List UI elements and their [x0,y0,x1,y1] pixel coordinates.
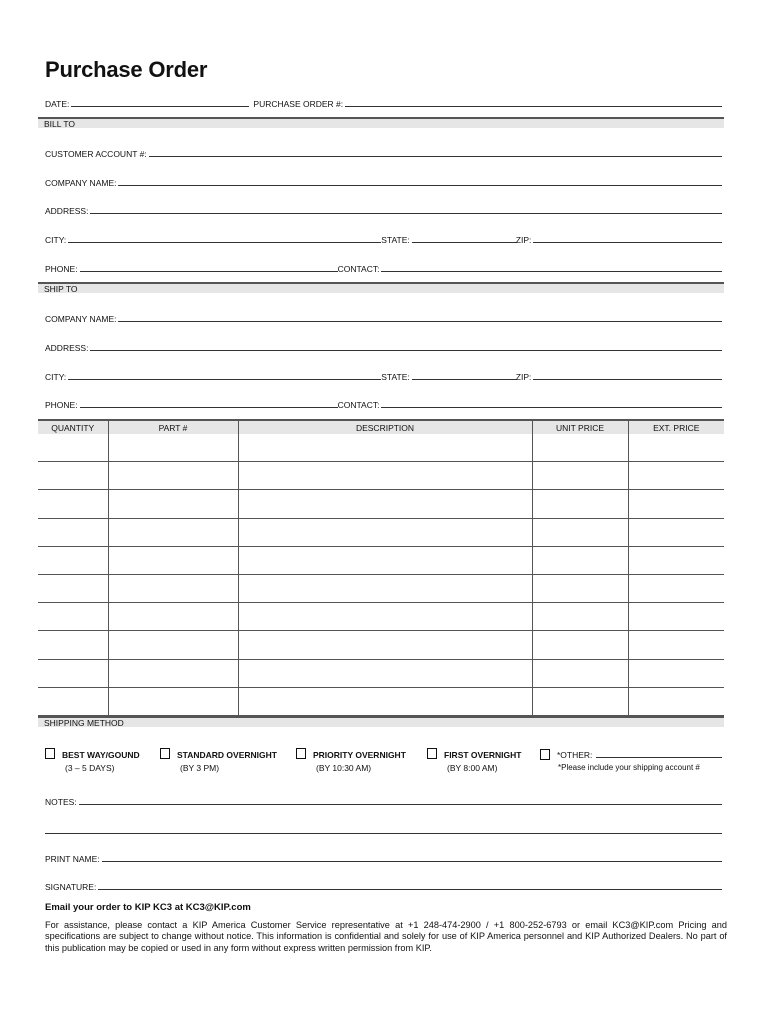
line-items-table [38,419,724,716]
checkbox-icon[interactable] [160,748,170,759]
table-cell[interactable] [238,462,532,490]
signature-label: SIGNATURE: [45,882,97,892]
table-cell[interactable] [532,434,628,462]
table-cell[interactable] [108,490,238,518]
ship-option-other[interactable] [540,748,722,772]
ship-option-ground[interactable] [45,748,140,773]
table-cell[interactable] [108,574,238,602]
table-cell[interactable] [532,490,628,518]
disclaimer-text: For assistance, please contact a KIP America Customer Service representative at +1 248-474-2900 / +1 800-252-6793 or email KC3@KIP.com Pricing and specifications are subject to change without notice. This information is confidential and solely for use of KIP America personnel and KIP Authorized Dealers. No part of this publication may be copied or used in any form without express written permission from KIP. [45,920,727,953]
col-description: DESCRIPTION [238,420,532,434]
bill-zip-field[interactable] [533,232,722,243]
ship-option-first[interactable] [427,748,521,773]
bill-account-row [45,146,722,159]
page-title: Purchase Order [45,57,208,82]
table-cell[interactable] [38,659,108,687]
checkbox-icon[interactable] [296,748,306,759]
bill-state-label: STATE: [381,235,410,245]
print-name-label: PRINT NAME: [45,854,100,864]
table-cell[interactable] [238,434,532,462]
table-cell[interactable] [238,687,532,715]
ship-address-label: ADDRESS: [45,343,89,353]
table-cell[interactable] [238,574,532,602]
other-shipping-field[interactable] [596,748,722,758]
ship-option-sub: (BY 3 PM) [180,763,220,773]
ship-option-priority[interactable] [296,748,406,773]
table-cell[interactable] [108,434,238,462]
table-cell[interactable] [628,687,724,715]
ship-contact-label: CONTACT: [337,400,380,410]
ship-option-sub: (3 – 5 DAYS) [65,763,115,773]
bill-address-row [45,203,722,216]
table-cell[interactable] [238,659,532,687]
signature-field[interactable] [98,879,722,890]
table-cell[interactable] [38,490,108,518]
ship-option-standard[interactable] [160,748,277,773]
ship-city-label: CITY: [45,372,67,382]
date-label: DATE: [45,99,70,109]
col-quantity: QUANTITY [38,420,108,434]
bill-city-label: CITY: [45,235,67,245]
table-cell[interactable] [38,631,108,659]
ship-option-label: *OTHER: [557,750,593,760]
table-cell[interactable] [628,462,724,490]
table-cell[interactable] [532,687,628,715]
table-cell[interactable] [628,574,724,602]
col-part: PART # [108,420,238,434]
table-cell[interactable] [108,518,238,546]
ship-company-field[interactable] [118,311,722,322]
table-cell[interactable] [38,434,108,462]
table-cell[interactable] [108,546,238,574]
table-cell[interactable] [628,546,724,574]
table-cell[interactable] [532,603,628,631]
ship-state-label: STATE: [381,372,410,382]
notes-label: NOTES: [45,797,77,807]
table-row [38,631,724,659]
bill-company-field[interactable] [118,175,722,186]
ship-state-field[interactable] [412,369,516,380]
table-row [38,659,724,687]
table-cell[interactable] [38,462,108,490]
ship-address-row [45,340,722,353]
bill-contact-label: CONTACT: [337,264,380,274]
table-cell[interactable] [238,631,532,659]
shipping-method-header: SHIPPING METHOD [38,716,724,727]
table-row [38,603,724,631]
table-cell[interactable] [628,631,724,659]
table-cell[interactable] [108,603,238,631]
table-cell[interactable] [628,434,724,462]
notes-row [45,794,722,807]
table-cell[interactable] [628,490,724,518]
table-cell[interactable] [628,603,724,631]
table-cell[interactable] [108,631,238,659]
col-ext-price: EXT. PRICE [628,420,724,434]
notes-field[interactable] [79,794,722,805]
bill-phone-field[interactable] [80,261,338,272]
table-cell[interactable] [628,659,724,687]
table-row [38,574,724,602]
ship-phone-label: PHONE: [45,400,78,410]
bill-company-label: COMPANY NAME: [45,178,117,188]
table-cell[interactable] [628,518,724,546]
bill-state-field[interactable] [412,232,516,243]
table-header-row [38,420,724,434]
ship-phone-field[interactable] [80,397,338,408]
ship-zip-field[interactable] [533,369,722,380]
bill-phone-label: PHONE: [45,264,78,274]
table-cell[interactable] [532,462,628,490]
bill-account-field[interactable] [149,146,722,157]
bill-city-row [45,232,722,245]
ship-to-header: SHIP TO [38,282,724,293]
ship-option-label: PRIORITY OVERNIGHT [313,750,406,760]
table-cell[interactable] [532,631,628,659]
table-row [38,687,724,715]
checkbox-icon[interactable] [540,749,550,760]
table-cell[interactable] [108,687,238,715]
notes-field-2[interactable] [45,823,722,834]
table-cell[interactable] [108,462,238,490]
ship-zip-label: ZIP: [515,372,532,382]
ship-option-label: FIRST OVERNIGHT [444,750,522,760]
table-row [38,518,724,546]
table-cell[interactable] [532,546,628,574]
ship-option-sub: (BY 8:00 AM) [447,763,498,773]
bill-account-label: CUSTOMER ACCOUNT #: [45,149,147,159]
table-row [38,462,724,490]
table-cell[interactable] [238,490,532,518]
po-number-label: PURCHASE ORDER #: [253,99,344,109]
print-name-field[interactable] [102,851,722,862]
table-cell[interactable] [532,518,628,546]
table-cell[interactable] [238,603,532,631]
po-number-field[interactable] [345,96,722,107]
table-cell[interactable] [38,574,108,602]
table-cell[interactable] [38,603,108,631]
bill-to-header: BILL TO [38,117,724,128]
table-row [38,490,724,518]
bill-contact-field[interactable] [381,261,722,272]
ship-option-sub: *Please include your shipping account # [558,763,700,772]
ship-contact-field[interactable] [381,397,722,408]
ship-company-label: COMPANY NAME: [45,314,117,324]
ship-phone-row [45,397,722,410]
notes-line-2 [45,823,722,836]
table-cell[interactable] [38,546,108,574]
ship-option-sub: (BY 10:30 AM) [316,763,372,773]
date-field[interactable] [71,96,249,107]
ship-option-label: BEST WAY/GOUND [62,750,140,760]
ship-option-label: STANDARD OVERNIGHT [177,750,277,760]
bill-city-field[interactable] [68,232,381,243]
print-name-row [45,851,722,864]
ship-city-field[interactable] [68,369,381,380]
checkbox-icon[interactable] [45,748,55,759]
ship-city-row [45,369,722,382]
bill-zip-label: ZIP: [515,235,532,245]
bill-phone-row [45,261,722,274]
ship-company-row [45,311,722,324]
checkbox-icon[interactable] [427,748,437,759]
table-cell[interactable] [532,659,628,687]
table-row [38,546,724,574]
table-cell[interactable] [38,687,108,715]
table-row [38,434,724,462]
bill-company-row [45,175,722,188]
ship-address-field[interactable] [90,340,722,351]
bill-address-label: ADDRESS: [45,206,89,216]
signature-row [45,879,722,892]
bill-address-field[interactable] [90,203,722,214]
table-cell[interactable] [108,659,238,687]
email-instruction: Email your order to KIP KC3 at KC3@KIP.com [45,902,251,913]
table-cell[interactable] [532,574,628,602]
table-cell[interactable] [38,518,108,546]
table-cell[interactable] [238,546,532,574]
col-unit-price: UNIT PRICE [532,420,628,434]
date-po-row [45,96,722,109]
table-cell[interactable] [238,518,532,546]
